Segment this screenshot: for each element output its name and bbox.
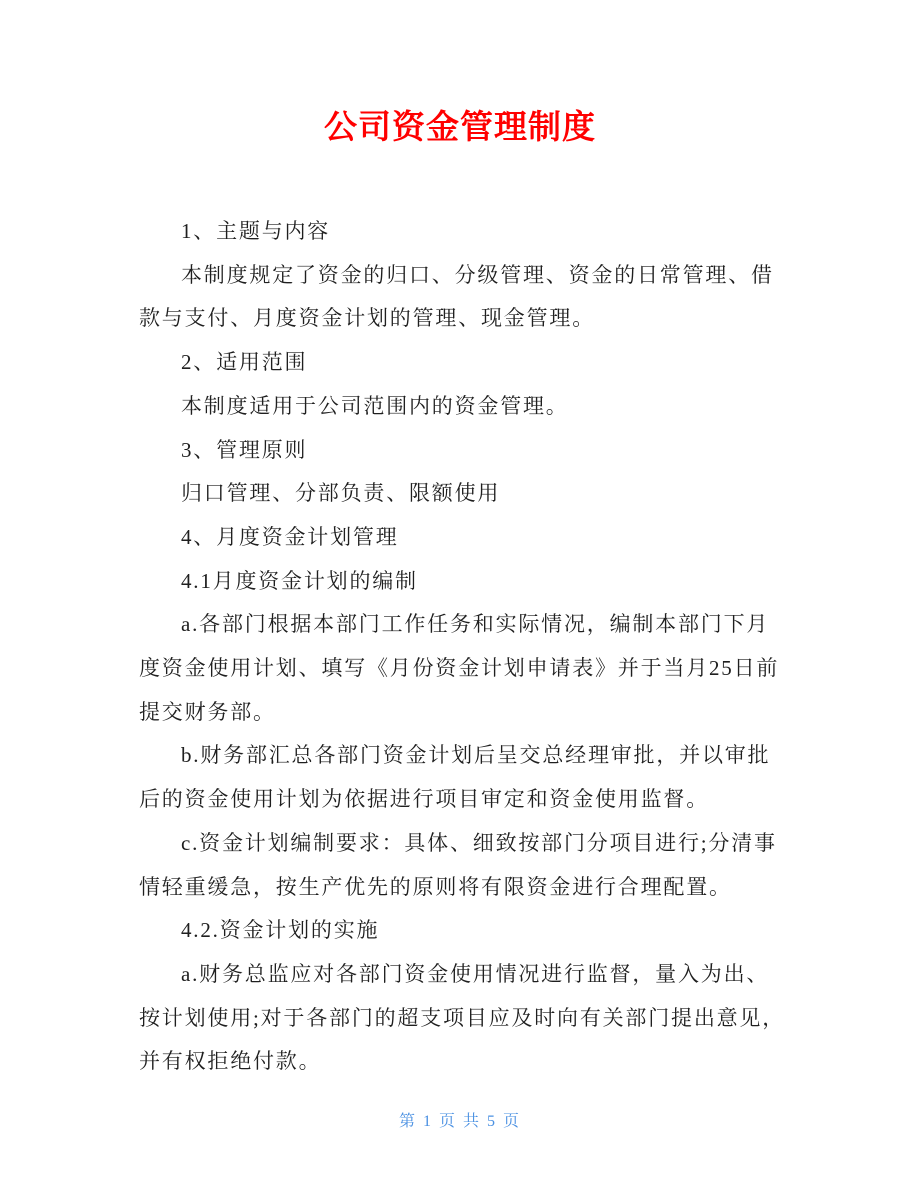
document-line: 度资金使用计划、填写《月份资金计划申请表》并于当月25日前 <box>139 656 780 681</box>
document-line: 归口管理、分部负责、限额使用 <box>181 481 501 506</box>
document-line: 4.2.资金计划的实施 <box>181 918 380 943</box>
document-line: 本制度规定了资金的归口、分级管理、资金的日常管理、借 <box>181 262 774 287</box>
document-body <box>139 210 799 1084</box>
document-line: 并有权拒绝付款。 <box>139 1049 322 1074</box>
document-title: 公司资金管理制度 <box>324 108 596 145</box>
document-line: 3、管理原则 <box>181 437 308 462</box>
document-line: a.各部门根据本部门工作任务和实际情况，编制本部门下月 <box>181 612 770 637</box>
document-line: 本制度适用于公司范围内的资金管理。 <box>181 393 569 418</box>
document-line: a.财务总监应对各部门资金使用情况进行监督，量入为出、 <box>181 961 770 986</box>
footer-page-indicator: 第 1 页 共 5 页 <box>398 1113 521 1130</box>
document-line: 提交财务部。 <box>139 699 276 724</box>
document-line: 1、主题与内容 <box>181 219 331 243</box>
document-line: 4.1月度资金计划的编制 <box>181 568 418 593</box>
document-line: 4、月度资金计划管理 <box>181 524 399 549</box>
document-line: c.资金计划编制要求：具体、细致按部门分项目进行;分清事 <box>181 830 777 855</box>
document-line: b.财务部汇总各部门资金计划后呈交总经理审批，并以审批 <box>181 743 771 768</box>
page-footer <box>0 1111 920 1133</box>
document-line: 按计划使用;对于各部门的超支项目应及时向有关部门提出意见， <box>139 1005 786 1030</box>
document-line: 2、适用范围 <box>181 350 308 375</box>
document-line: 情轻重缓急，按生产优先的原则将有限资金进行合理配置。 <box>139 874 732 899</box>
document-line: 款与支付、月度资金计划的管理、现金管理。 <box>139 306 595 331</box>
document-line: 后的资金使用计划为依据进行项目审定和资金使用监督。 <box>139 787 709 812</box>
